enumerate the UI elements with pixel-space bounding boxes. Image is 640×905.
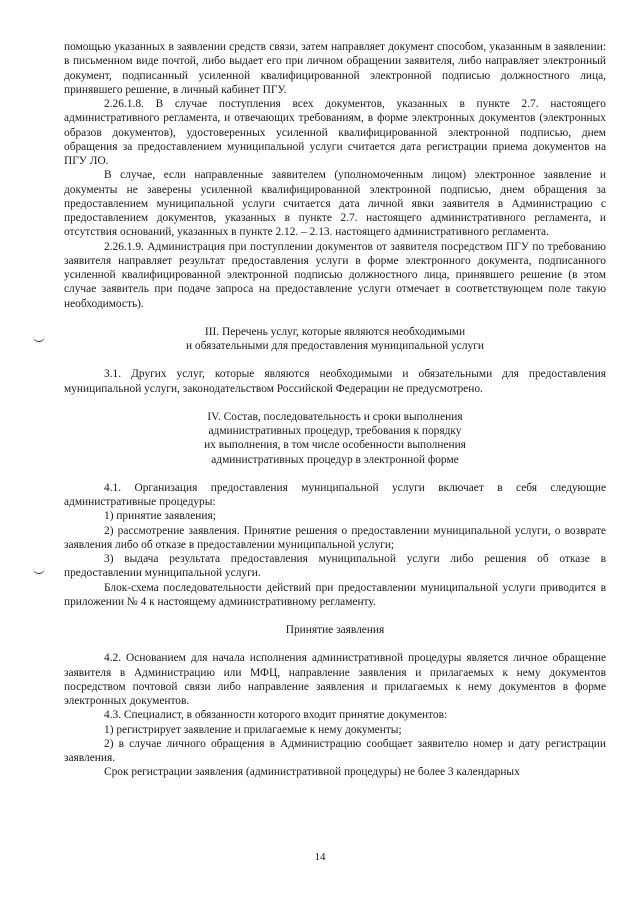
paragraph: 4.1. Организация предоставления муниципальной услуги включает в себя следующие административные процедуры: [64,481,606,508]
margin-mark [33,335,45,342]
paragraph: 2.26.1.9. Администрация при поступлении документов от заявителя посредством ПГУ по требованию заявителя направляет результат предоставления услуги в форме электронного документа, подписанного усиленной квалифицированной электронной подписью должностного лица, принявшего решение (в этом случае заявитель при подаче запроса на предоставление услуги отмечает в соответствующем поле такую необходимость). [64,240,606,310]
paragraph: Блок-схема последовательности действий при предоставлении муниципальной услуги приводится в приложении № 4 к настоящему административному регламенту. [64,581,606,608]
list-item: 1) регистрирует заявление и прилагаемые к нему документы; [104,723,402,736]
list-item: 1) принятие заявления; [104,510,216,523]
section-heading-line: IV. Состав, последовательность и сроки выполнения [207,410,463,423]
list-item: 2) рассмотрение заявления. Принятие решения о предоставлении муниципальной услуги, о возврате заявления либо об отказе в предоставлении муниципальной услуги; [64,524,606,551]
paragraph: 4.2. Основанием для начала исполнения административной процедуры является личное обращение заявителя в Администрацию или МФЦ, направление заявления и прилагаемых к нему документов посредством почтовой связи либо направление заявления и прилагаемых к нему документов в форме электронных документов. [64,652,606,707]
paragraph: 2.26.1.8. В случае поступления всех документов, указанных в пункте 2.7. настоящего административного регламента, и отвечающих требованиям, в форме электронных документов (электронных образов документов), удостоверенных усиленной квалифицированной электронной подписью, днем обращения за предоставлением муниципальной услуги считается дата регистрации приема документов на ПГУ ЛО. [64,98,606,167]
list-item: 2) в случае личного обращения в Администрацию сообщает заявителю номер и дату регистрации заявления. [64,737,606,764]
subsection-heading: Принятие заявления [285,624,385,636]
section-heading-line: административных процедур в электронной форме [211,453,459,466]
margin-mark [33,567,45,574]
list-item: 3) выдача результата предоставления муниципальной услуги либо решения об отказе в предоставлении муниципальной услуги. [64,553,606,580]
document-page [64,40,606,780]
paragraph: помощью указанных в заявлении средств связи, затем направляет документ способом, указанным в заявлении: в письменном виде почтой, либо выдает его при личном обращении заявителя, либо направляет электронный документ, подписанный усиленной квалифицированной электронной подписью должностного лица, принявшего решение, в личный кабинет ПГУ. [64,41,606,96]
section-heading-line: административных процедур, требования к порядку [208,425,462,437]
paragraph: Срок регистрации заявления (административной процедуры) не более 3 календарных [104,766,520,779]
paragraph: 3.1. Других услуг, которые являются необходимыми и обязательными для предоставления муниципальной услуги, законодательством Российской Федерации не предусмотрено. [64,368,606,395]
section-heading-line: III. Перечень услуг, которые являются необходимыми [204,325,466,338]
page-number: 14 [314,851,326,863]
section-heading-line: их выполнения, в том числе особенности выполнения [204,439,466,452]
paragraph: В случае, если направленные заявителем (уполномоченным лицом) электронное заявление и документы не заверены усиленной квалифицированной электронной подписью, днем обращения за предоставлением муниципальной услуги считается дата личной явки заявителя в Администрацию с предоставлением документов, указанных в пункте 2.7. настоящего административного регламента, и отсутствия оснований, указанных в пункте 2.12. – 2.13. настоящего административного регламента. [64,169,606,239]
section-heading-line: и обязательными для предоставления муниципальной услуги [185,340,485,352]
paragraph: 4.3. Специалист, в обязанности которого входит принятие документов: [104,709,448,722]
